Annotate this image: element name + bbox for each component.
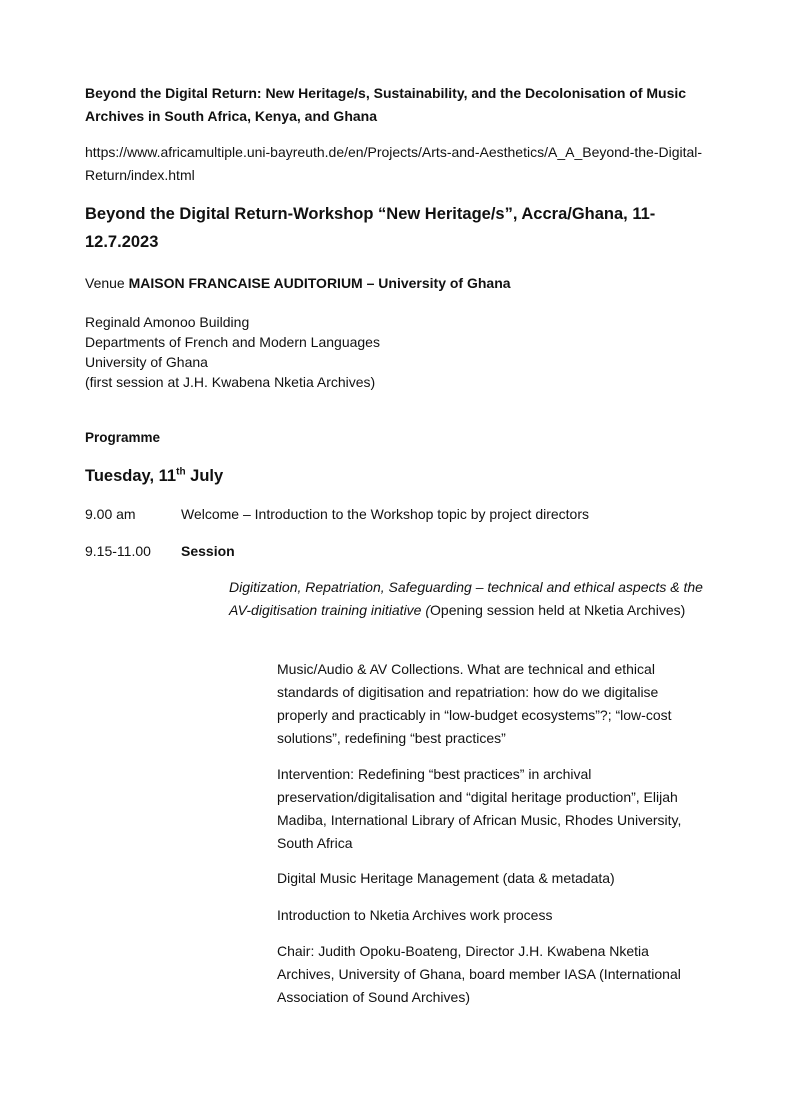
venue-address (85, 312, 705, 392)
session-title-note: Opening session held at Nketia Archives) (430, 602, 686, 618)
address-line: University of Ghana (85, 354, 208, 370)
session-title-italic: Digitization, Repatriation, Safeguarding – technical and ethical aspects & the AV-digitisation training initiative ( (229, 579, 703, 618)
venue-label: Venue (85, 275, 129, 291)
address-line: (first session at J.H. Kwabena Nketia Archives) (85, 374, 376, 390)
schedule-description: Welcome – Introduction to the Workshop topic by project directors (181, 506, 590, 522)
address-line: Departments of French and Modern Languages (85, 334, 380, 350)
day-suffix: th (176, 466, 186, 478)
session-title (229, 576, 704, 622)
programme-heading: Programme (85, 430, 161, 445)
schedule-description: Session (181, 543, 235, 559)
day-name: Tuesday, 11 (85, 467, 177, 485)
project-url[interactable]: https://www.africamultiple.uni-bayreuth.de/en/Projects/Arts-and-Aesthetics/A_A_Beyond-the-Digital-Return/index.html (85, 144, 703, 183)
schedule-time: 9.15-11.00 (85, 543, 151, 559)
day-month: July (185, 467, 224, 485)
project-title: Beyond the Digital Return: New Heritage/s, Sustainability, and the Decolonisation of Music Archives in South Africa, Kenya, and Ghana (85, 85, 687, 124)
venue-line (85, 272, 705, 294)
session-item: Music/Audio & AV Collections. What are technical and ethical standards of digitisation and repatriation: how do we digitalise properly and practicably in “low-budget ecosystems”?; “low-cost solutions”, redefining “best practices” (277, 661, 672, 746)
session-item: Intervention: Redefining “best practices” in archival preservation/digitalisation and “digital heritage production”, Elijah Madiba, International Library of African Music, Rhodes University, South Africa (277, 766, 682, 851)
address-line: Reginald Amonoo Building (85, 314, 250, 330)
workshop-title: Beyond the Digital Return-Workshop “New Heritage/s”, Accra/Ghana, 11-12.7.2023 (85, 205, 656, 251)
session-item: Chair: Judith Opoku-Boateng, Director J.H. Kwabena Nketia Archives, University of Ghana, board member IASA (International Association of Sound Archives) (277, 943, 681, 1005)
session-item: Introduction to Nketia Archives work process (277, 907, 553, 923)
session-item: Digital Music Heritage Management (data & metadata) (277, 870, 615, 886)
schedule-time: 9.00 am (85, 506, 136, 522)
venue-name: MAISON FRANCAISE AUDITORIUM – University of Ghana (128, 275, 511, 291)
day-heading (85, 463, 705, 489)
